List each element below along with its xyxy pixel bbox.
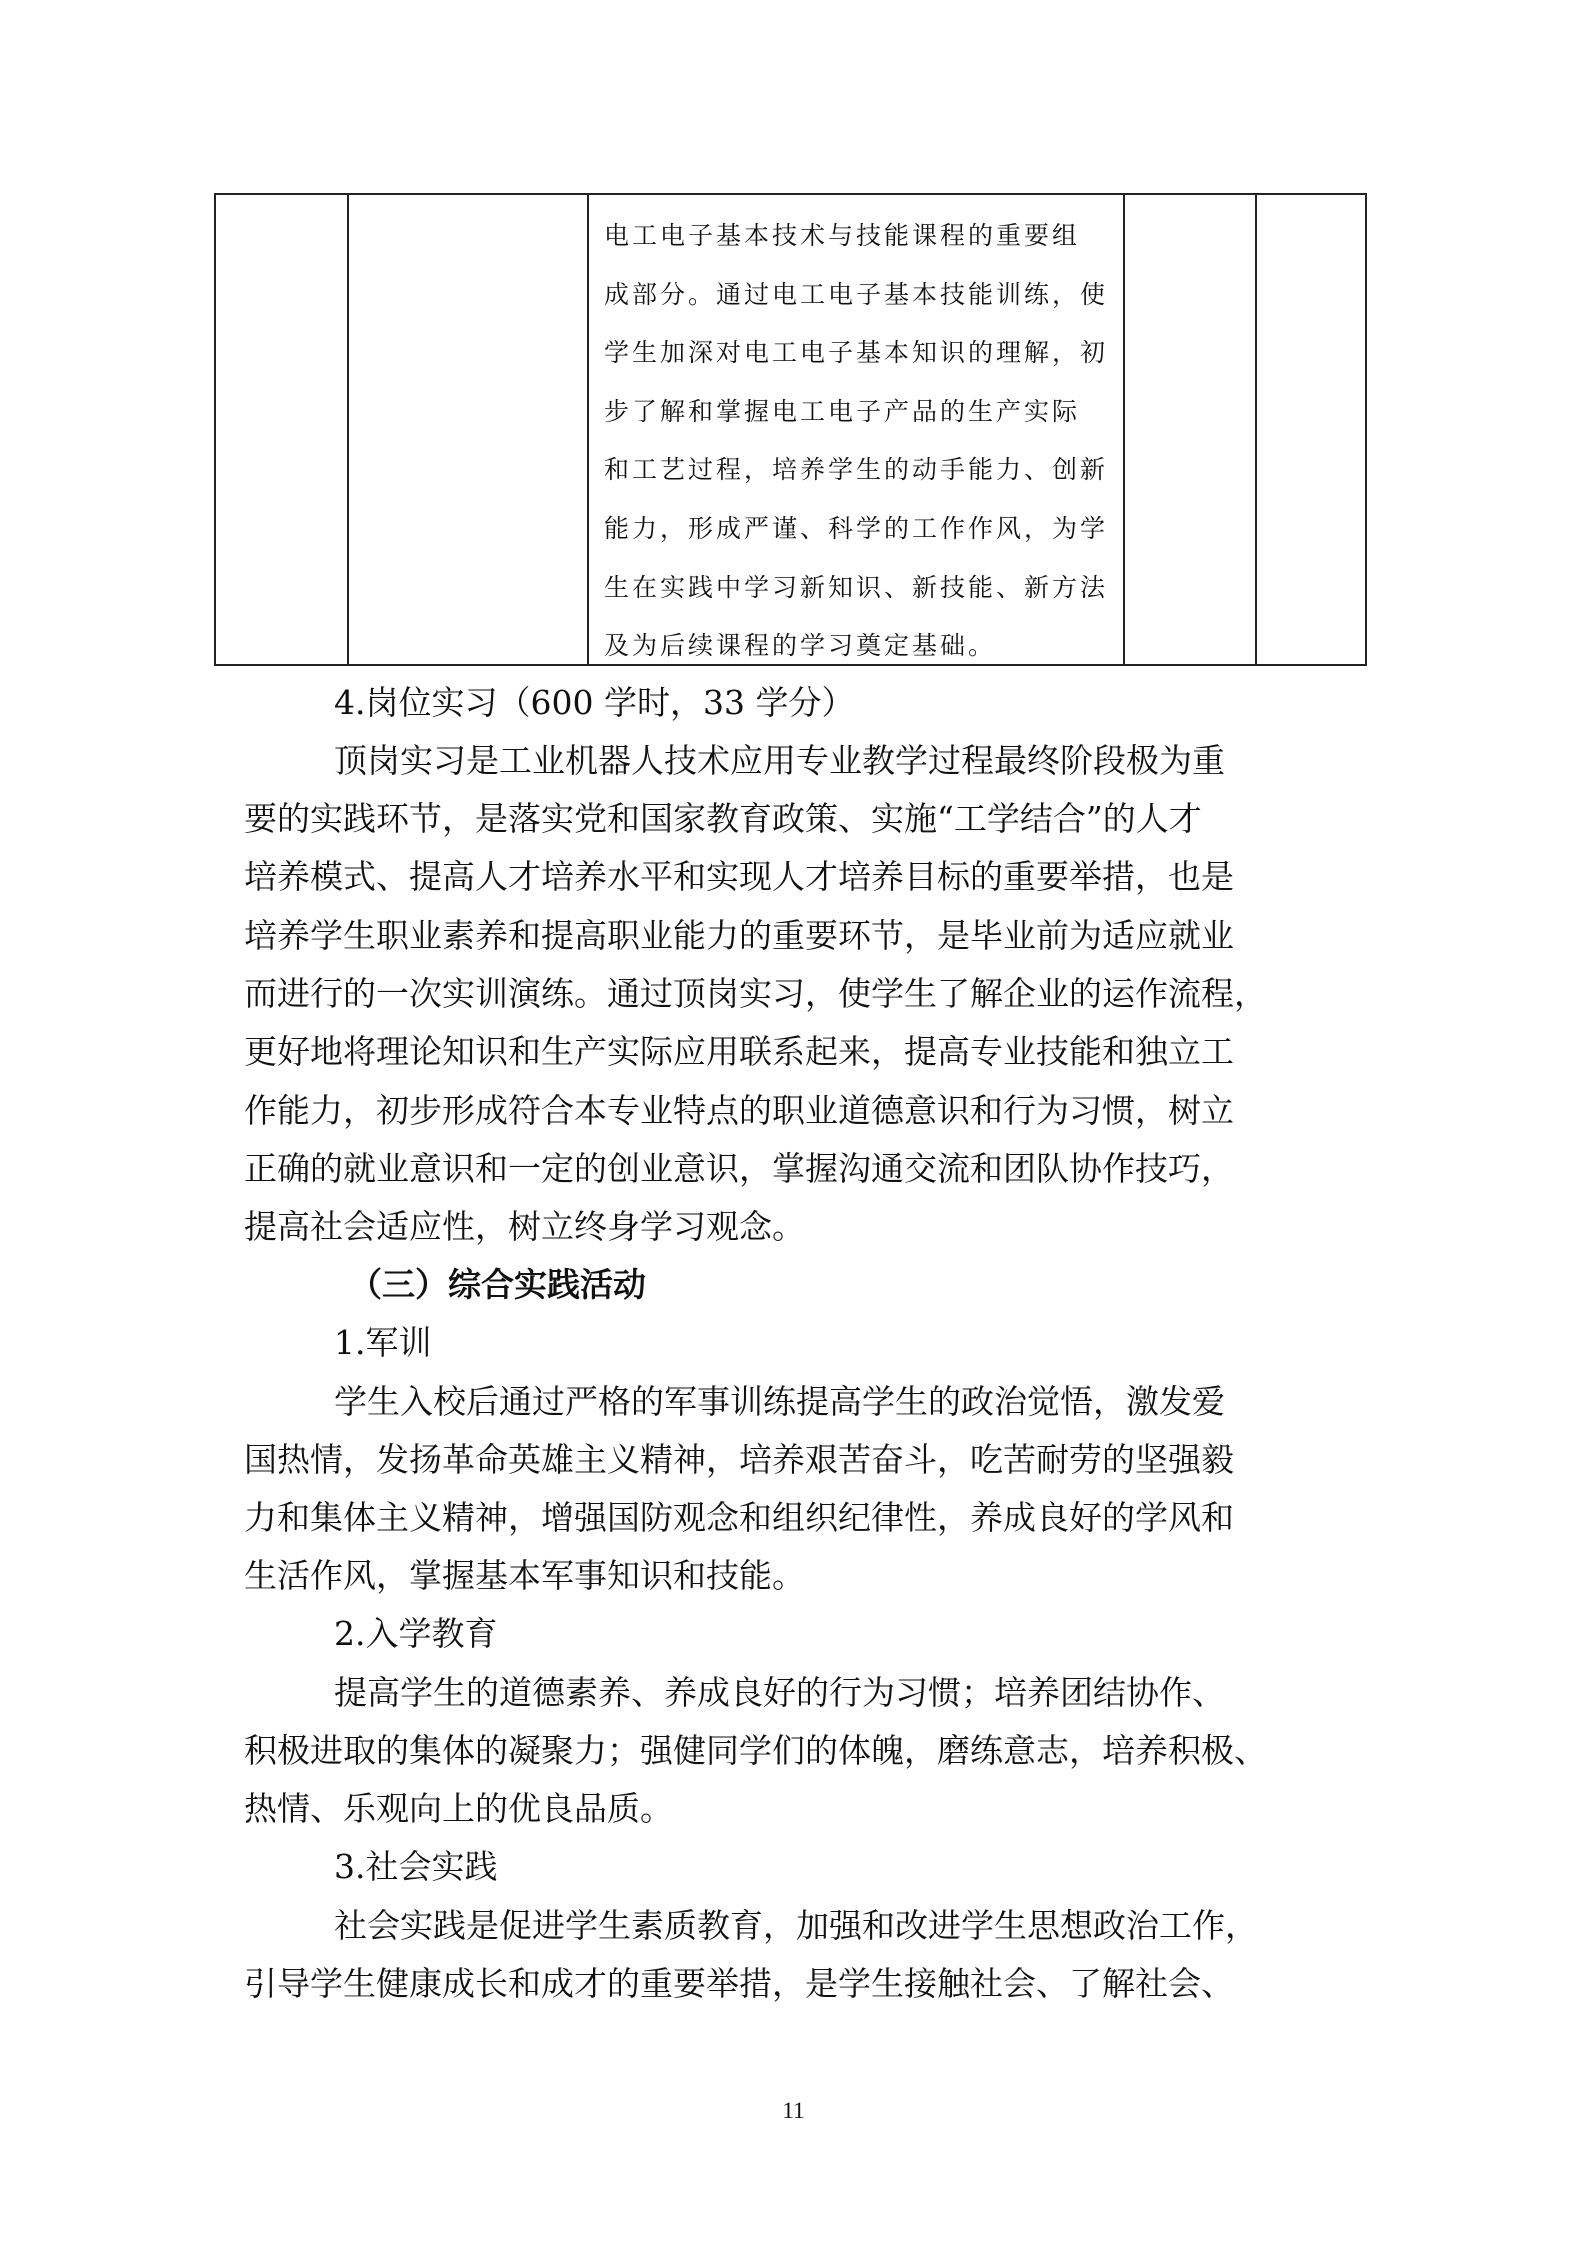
paragraph-line: 学生入校后通过严格的军事训练提高学生的政治觉悟，激发爱 <box>334 1382 1225 1421</box>
paragraph-line: 作能力，初步形成符合本专业特点的职业道德意识和行为习惯，树立 <box>244 1091 1234 1130</box>
cell-line: 和工艺过程，培养学生的动手能力、创新 <box>604 455 1109 485</box>
paragraph-line: 社会实践是促进学生素质教育，加强和改进学生思想政治工作， <box>334 1906 1258 1945</box>
paragraph-line: 积极进取的集体的凝聚力；强健同学们的体魄，磨练意志，培养积极、 <box>244 1731 1267 1770</box>
paragraph-line: 提高学生的道德素养、养成良好的行为习惯；培养团结协作、 <box>334 1673 1225 1712</box>
paragraph-line: 正确的就业意识和一定的创业意识，掌握沟通交流和团队协作技巧， <box>244 1149 1234 1188</box>
table-column-divider <box>1123 195 1125 664</box>
subheading-military-training: 1.军训 <box>334 1323 432 1362</box>
section-heading-internship: 4.岗位实习（600 学时，33 学分） <box>334 683 855 722</box>
cell-line: 成部分。通过电工电子基本技能训练，使 <box>604 279 1109 309</box>
paragraph-line: 提高社会适应性，树立终身学习观念。 <box>244 1207 805 1246</box>
subheading-enrollment-education: 2.入学教育 <box>334 1614 498 1653</box>
cell-line: 电工电子基本技术与技能课程的重要组 <box>604 221 1081 250</box>
paragraph-line: 培养学生职业素养和提高职业能力的重要环节，是毕业前为适应就业 <box>244 916 1234 955</box>
paragraph-line: 生活作风，掌握基本军事知识和技能。 <box>244 1556 805 1595</box>
page-number: 11 <box>782 2098 805 2123</box>
table-column-divider <box>347 195 349 664</box>
table-cell-description <box>604 207 1112 676</box>
cell-line: 步了解和掌握电工电子产品的生产实际 <box>604 396 1081 426</box>
cell-line: 学生加深对电工电子基本知识的理解，初 <box>604 338 1109 368</box>
paragraph-line: 培养模式、提高人才培养水平和实现人才培养目标的重要举措，也是 <box>244 857 1234 896</box>
subheading-social-practice: 3.社会实践 <box>334 1847 498 1886</box>
cell-line: 生在实践中学习新知识、新技能、新方法 <box>604 572 1109 602</box>
paragraph-line: 引导学生健康成长和成才的重要举措，是学生接触社会、了解社会、 <box>244 1964 1234 2003</box>
paragraph-line: 而进行的一次实训演练。通过顶岗实习，使学生了解企业的运作流程， <box>244 974 1267 1013</box>
paragraph-line: 顶岗实习是工业机器人技术应用专业教学过程最终阶段极为重 <box>334 741 1225 780</box>
table-column-divider <box>1255 195 1257 664</box>
paragraph-line: 力和集体主义精神，增强国防观念和组织纪律性，养成良好的学风和 <box>244 1498 1234 1537</box>
paragraph-line: 更好地将理论知识和生产实际应用联系起来，提高专业技能和独立工 <box>244 1032 1234 1071</box>
section-heading-practice-activities: （三）综合实践活动 <box>349 1265 646 1304</box>
paragraph-line: 热情、乐观向上的优良品质。 <box>244 1789 673 1828</box>
cell-line: 能力，形成严谨、科学的工作作风，为学 <box>604 513 1109 543</box>
paragraph-line: 国热情，发扬革命英雄主义精神，培养艰苦奋斗，吃苦耐劳的坚强毅 <box>244 1440 1234 1479</box>
cell-line: 及为后续课程的学习奠定基础。 <box>604 631 997 661</box>
table-column-divider <box>587 195 589 664</box>
paragraph-line: 要的实践环节，是落实党和国家教育政策、实施“工学结合”的人才 <box>244 799 1202 838</box>
